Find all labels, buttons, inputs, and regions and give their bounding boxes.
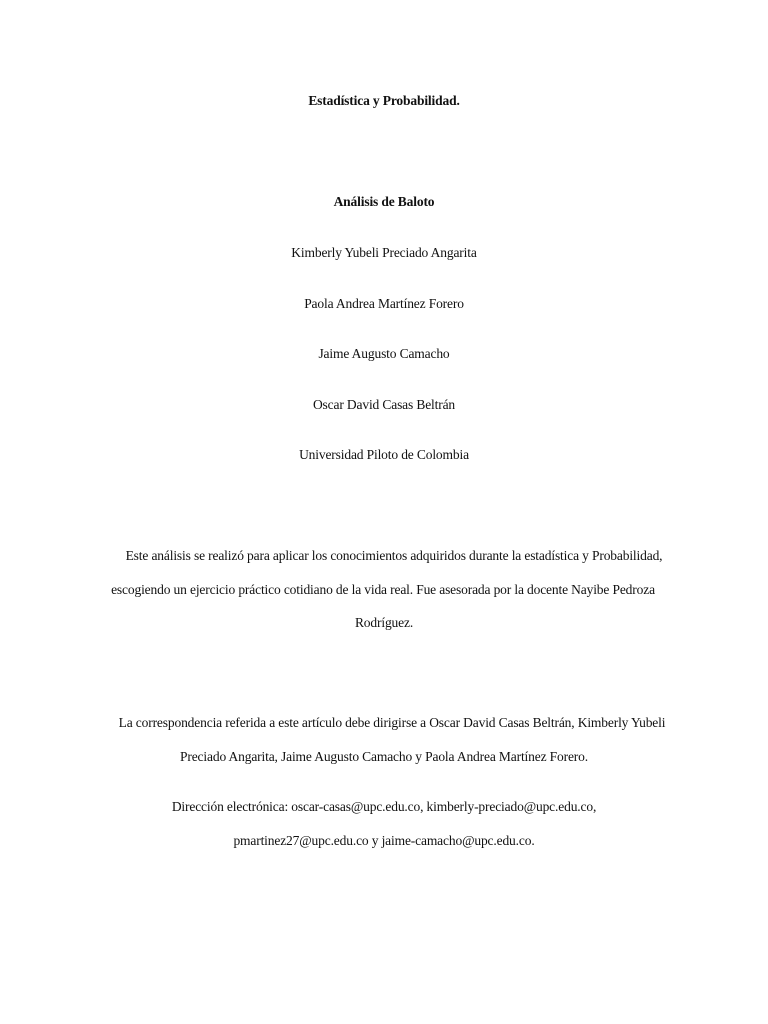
correspondence-line: Preciado Angarita, Jaime Augusto Camacho y Paola Andrea Martínez Forero. xyxy=(180,749,588,764)
email-line: pmartinez27@upc.edu.co y jaime-camacho@upc.edu.co. xyxy=(233,833,535,848)
institution-name: Universidad Piloto de Colombia xyxy=(299,447,469,462)
author-name: Paola Andrea Martínez Forero xyxy=(304,296,464,311)
correspondence-line: La correspondencia referida a este artículo debe dirigirse a Oscar David Casas Beltrán, Kimberly Yubeli xyxy=(118,715,666,730)
author-name: Jaime Augusto Camacho xyxy=(318,346,450,361)
author-name: Oscar David Casas Beltrán xyxy=(312,397,456,412)
abstract-line: Rodríguez. xyxy=(354,615,414,630)
abstract-line: Este análisis se realizó para aplicar los conocimientos adquiridos durante la estadística y Probabilidad, xyxy=(125,548,663,563)
abstract-line: escogiendo un ejercicio práctico cotidiano de la vida real. Fue asesorada por la docente Nayibe Pedroza xyxy=(111,582,655,597)
email-line: Dirección electrónica: oscar-casas@upc.edu.co, kimberly-preciado@upc.edu.co, xyxy=(171,799,597,814)
document-subtitle: Análisis de Baloto xyxy=(333,194,435,209)
document-title: Estadística y Probabilidad. xyxy=(308,93,460,108)
author-name: Kimberly Yubeli Preciado Angarita xyxy=(291,245,477,260)
